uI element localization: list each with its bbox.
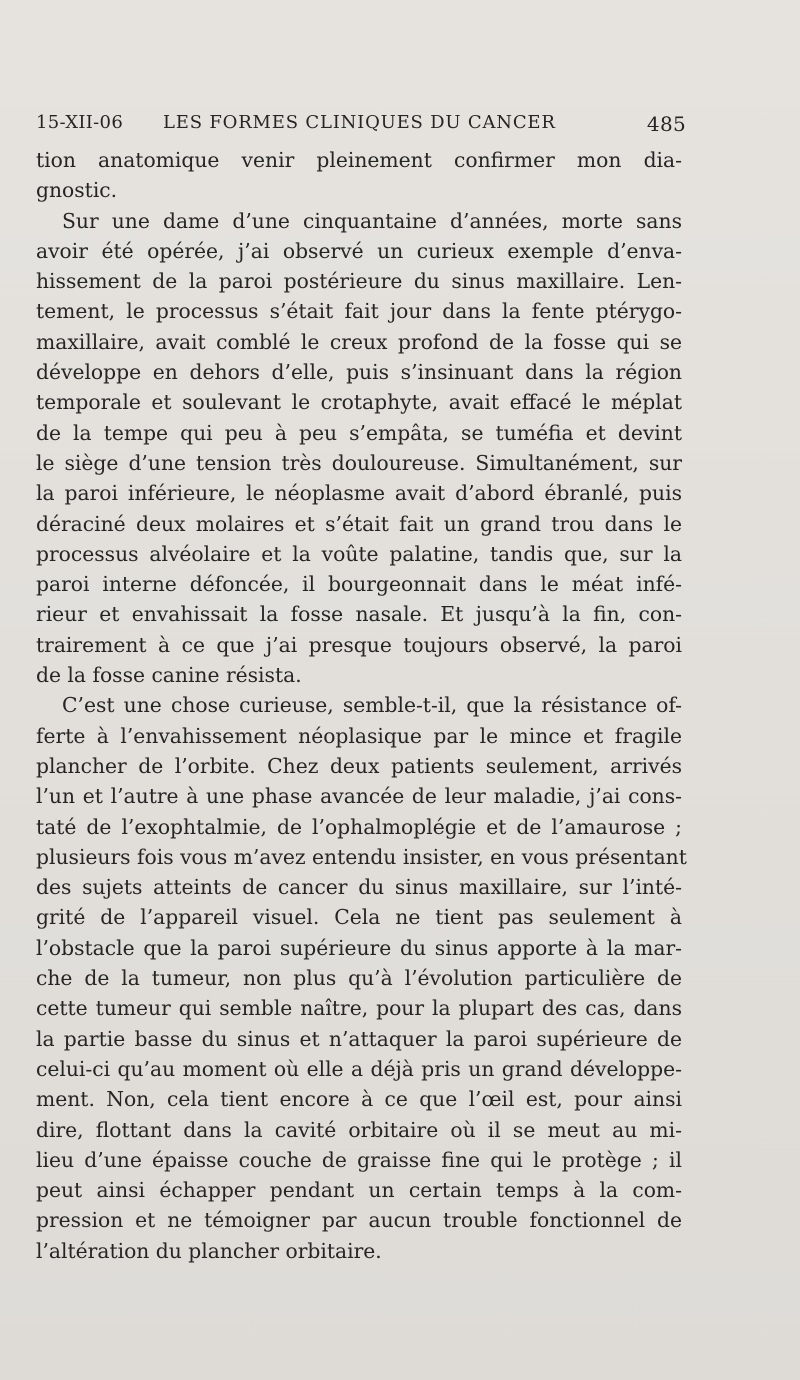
running-header bbox=[36, 112, 686, 142]
text-line: cette tumeur qui semble naître, pour la plupart des cas, dans bbox=[36, 996, 682, 1021]
text-line: celui-ci qu’au moment où elle a déjà pris un grand développe- bbox=[36, 1056, 682, 1081]
text-line: la partie basse du sinus et n’attaquer la paroi supérieure de bbox=[36, 1026, 682, 1051]
page-number: 485 bbox=[646, 112, 686, 136]
text-line: maxillaire, avait comblé le creux profond de la fosse qui se bbox=[36, 329, 682, 354]
text-line: l’altération du plancher orbitaire. bbox=[36, 1238, 382, 1263]
text-line: rieur et envahissait la fosse nasale. Et jusqu’à la fin, con- bbox=[36, 602, 682, 627]
text-line: l’un et l’autre à une phase avancée de leur maladie, j’ai cons- bbox=[36, 784, 682, 809]
header-date: 15-XII-06 bbox=[36, 112, 124, 133]
text-line: déraciné deux molaires et s’était fait un grand trou dans le bbox=[36, 511, 682, 536]
text-line: processus alvéolaire et la voûte palatine, tandis que, sur la bbox=[36, 541, 682, 566]
text-line: tion anatomique venir pleinement confirmer mon dia- bbox=[36, 148, 682, 172]
text-line: tement, le processus s’était fait jour dans la fente ptérygo- bbox=[36, 299, 682, 324]
body-text bbox=[36, 145, 687, 1266]
text-line: grité de l’appareil visuel. Cela ne tient pas seulement à bbox=[36, 905, 682, 930]
text-line: trairement à ce que j’ai presque toujours observé, la paroi bbox=[36, 632, 682, 657]
text-line: peut ainsi échapper pendant un certain temps à la com- bbox=[36, 1178, 682, 1203]
text-line: ment. Non, cela tient encore à ce que l’œil est, pour ainsi bbox=[36, 1087, 682, 1112]
text-line: C’est une chose curieuse, semble-t-il, que la résistance of- bbox=[62, 693, 682, 718]
text-line: pression et ne témoigner par aucun trouble fonctionnel de bbox=[36, 1208, 682, 1233]
text-line: plancher de l’orbite. Chez deux patients seulement, arrivés bbox=[36, 753, 682, 778]
text-line: che de la tumeur, non plus qu’à l’évolution particulière de bbox=[36, 966, 682, 991]
text-line: avoir été opérée, j’ai observé un curieux exemple d’enva- bbox=[36, 238, 682, 263]
text-line: lieu d’une épaisse couche de graisse fine qui le protège ; il bbox=[36, 1147, 682, 1172]
text-line: dire, flottant dans la cavité orbitaire où il se meut au mi- bbox=[36, 1117, 682, 1142]
text-line: hissement de la paroi postérieure du sinus maxillaire. Len- bbox=[36, 269, 682, 294]
text-line: le siège d’une tension très douloureuse. Simultanément, sur bbox=[36, 450, 682, 475]
text-line: de la tempe qui peu à peu s’empâta, se tuméfia et devint bbox=[36, 420, 682, 445]
text-line: l’obstacle que la paroi supérieure du sinus apporte à la mar- bbox=[36, 935, 682, 960]
text-line: taté de l’exophtalmie, de l’ophalmoplégie et de l’amaurose ; bbox=[36, 814, 682, 839]
text-line: la paroi inférieure, le néoplasme avait d’abord ébranlé, puis bbox=[36, 481, 682, 506]
text-line: des sujets atteints de cancer du sinus maxillaire, sur l’inté- bbox=[36, 875, 682, 900]
text-line: développe en dehors d’elle, puis s’insinuant dans la région bbox=[36, 360, 682, 385]
text-line: plusieurs fois vous m’avez entendu insister, en vous présentant bbox=[36, 844, 687, 869]
text-line: Sur une dame d’une cinquantaine d’années, morte sans bbox=[62, 208, 682, 233]
text-line: ferte à l’envahissement néoplasique par le mince et fragile bbox=[36, 723, 682, 748]
text-line: de la fosse canine résista. bbox=[36, 663, 302, 688]
running-title: LES FORMES CLINIQUES DU CANCER bbox=[163, 112, 556, 133]
text-line: gnostic. bbox=[36, 178, 118, 203]
text-line: paroi interne défoncée, il bourgeonnait dans le méat infé- bbox=[36, 572, 682, 597]
text-line: temporale et soulevant le crotaphyte, avait effacé le méplat bbox=[36, 390, 682, 415]
